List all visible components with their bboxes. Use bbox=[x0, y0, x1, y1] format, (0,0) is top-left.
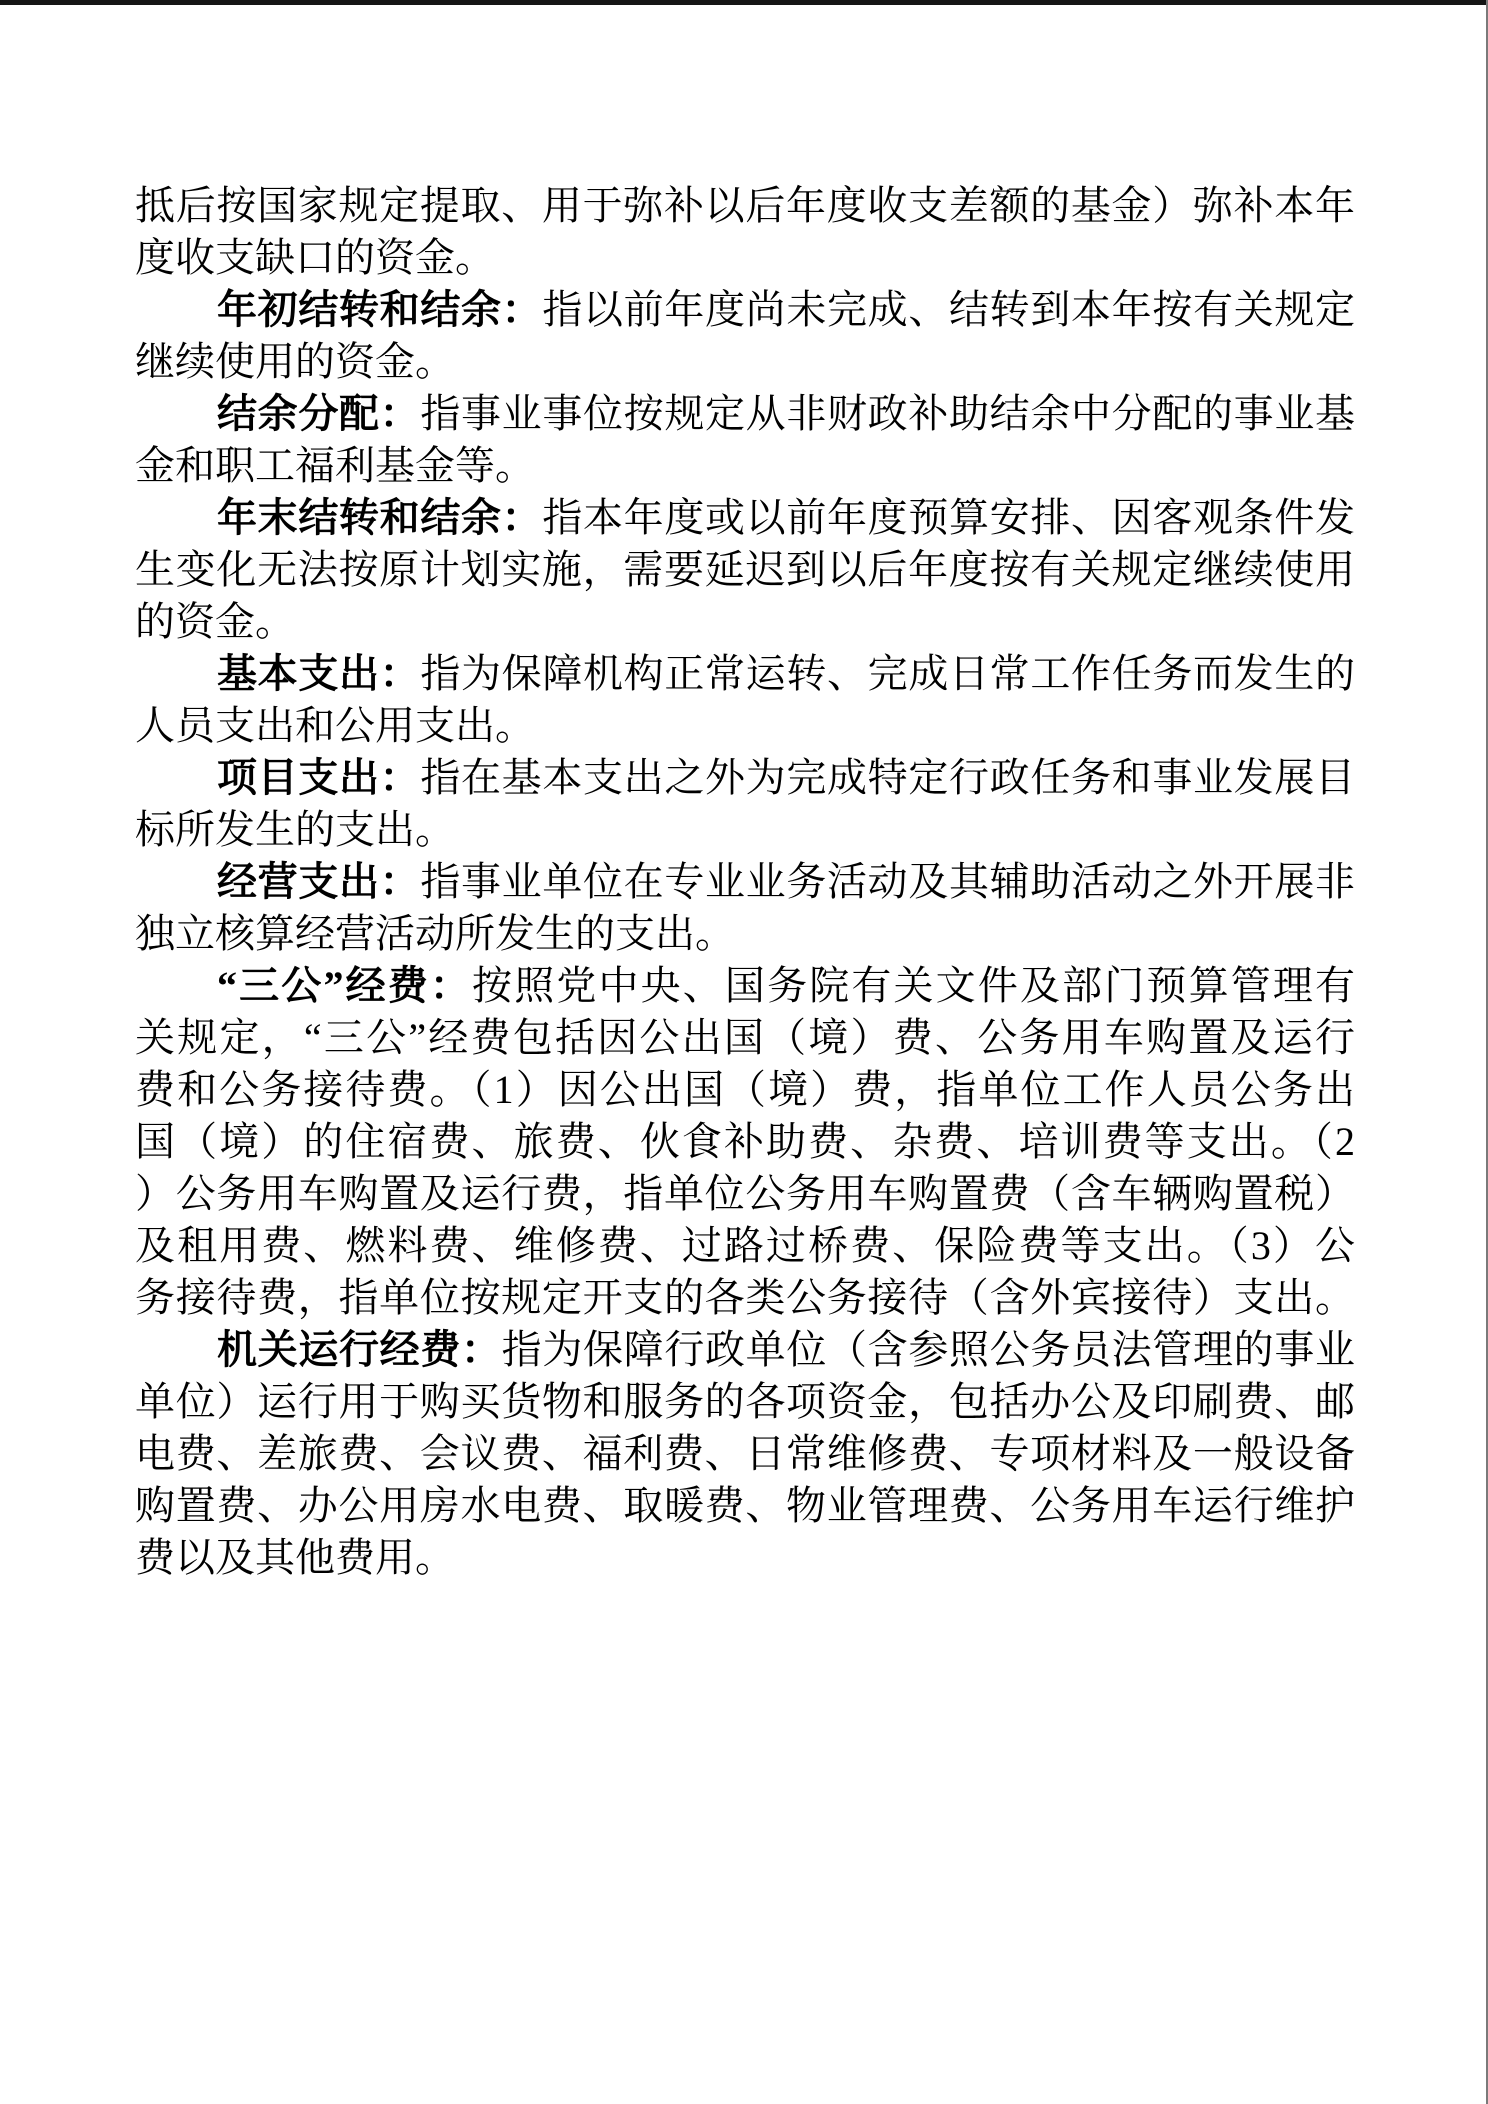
text-line: 金和职工福利基金等。 bbox=[135, 443, 535, 488]
text-line: ）公务用车购置及运行费，指单位公务用车购置费（含车辆购置税） bbox=[135, 1171, 1355, 1216]
definition-term: “三公”经费： bbox=[217, 963, 473, 1008]
definition-body: 指事业单位在专业业务活动及其辅助活动之外开展非 bbox=[420, 859, 1356, 904]
text-line bbox=[135, 752, 1355, 804]
paragraph-project-expenditure bbox=[135, 752, 1355, 856]
text-line bbox=[135, 856, 1355, 908]
definition-body: 指本年度或以前年度预算安排、因客观条件发 bbox=[542, 495, 1356, 540]
paragraph-year-begin-carryover bbox=[135, 284, 1355, 388]
definition-body: 指为保障行政单位（含参照公务员法管理的事业 bbox=[501, 1327, 1356, 1372]
scan-top-edge-artifact bbox=[0, 0, 1488, 5]
definition-term: 经营支出： bbox=[217, 859, 421, 904]
text-line bbox=[135, 492, 1355, 544]
text-line: 国（境）的住宿费、旅费、伙食补助费、杂费、培训费等支出。（2 bbox=[135, 1119, 1355, 1164]
text-line: 人员支出和公用支出。 bbox=[135, 703, 535, 748]
paragraph-carryover bbox=[135, 180, 1355, 284]
paragraph-three-public-funds bbox=[135, 960, 1355, 1324]
paragraph-agency-operating-funds bbox=[135, 1324, 1355, 1584]
definition-term: 项目支出： bbox=[217, 755, 421, 800]
paragraph-basic-expenditure bbox=[135, 648, 1355, 752]
document-text bbox=[135, 180, 1355, 1584]
definition-term: 年初结转和结余： bbox=[217, 287, 543, 332]
text-line: 抵后按国家规定提取、用于弥补以后年度收支差额的基金）弥补本年 bbox=[135, 183, 1355, 228]
definition-body: 按照党中央、国务院有关文件及部门预算管理有 bbox=[472, 963, 1356, 1008]
text-line: 生变化无法按原计划实施，需要延迟到以后年度按有关规定继续使用 bbox=[135, 547, 1355, 592]
paragraph-year-end-carryover bbox=[135, 492, 1355, 648]
text-line: 独立核算经营活动所发生的支出。 bbox=[135, 911, 735, 956]
text-line: 度收支缺口的资金。 bbox=[135, 235, 495, 280]
text-line bbox=[135, 960, 1355, 1012]
definition-body: 指为保障机构正常运转、完成日常工作任务而发生的 bbox=[420, 651, 1356, 696]
text-line: 费和公务接待费。（1）因公出国（境）费，指单位工作人员公务出 bbox=[135, 1067, 1355, 1112]
text-line: 关规定，“三公”经费包括因公出国（境）费、公务用车购置及运行 bbox=[135, 1015, 1355, 1060]
text-line: 标所发生的支出。 bbox=[135, 807, 455, 852]
definition-term: 机关运行经费： bbox=[217, 1327, 502, 1372]
text-line: 电费、差旅费、会议费、福利费、日常维修费、专项材料及一般设备 bbox=[135, 1431, 1355, 1476]
text-line: 继续使用的资金。 bbox=[135, 339, 455, 384]
definition-body: 指在基本支出之外为完成特定行政任务和事业发展目 bbox=[420, 755, 1356, 800]
definition-body: 指事业事位按规定从非财政补助结余中分配的事业基 bbox=[420, 391, 1356, 436]
definition-term: 年末结转和结余： bbox=[217, 495, 543, 540]
text-line: 费以及其他费用。 bbox=[135, 1535, 455, 1580]
text-line: 及租用费、燃料费、维修费、过路过桥费、保险费等支出。（3）公 bbox=[135, 1223, 1355, 1268]
text-line bbox=[135, 388, 1355, 440]
definition-body: 指以前年度尚未完成、结转到本年按有关规定 bbox=[542, 287, 1356, 332]
text-line bbox=[135, 648, 1355, 700]
paragraph-operating-expenditure bbox=[135, 856, 1355, 960]
text-line: 的资金。 bbox=[135, 599, 295, 644]
text-line bbox=[135, 284, 1355, 336]
text-line: 购置费、办公用房水电费、取暖费、物业管理费、公务用车运行维护 bbox=[135, 1483, 1355, 1528]
definition-term: 结余分配： bbox=[217, 391, 421, 436]
text-line: 务接待费，指单位按规定开支的各类公务接待（含外宾接待）支出。 bbox=[135, 1275, 1355, 1320]
definition-term: 基本支出： bbox=[217, 651, 421, 696]
text-line bbox=[135, 1324, 1355, 1376]
paragraph-surplus-distribution bbox=[135, 388, 1355, 492]
text-line: 单位）运行用于购买货物和服务的各项资金，包括办公及印刷费、邮 bbox=[135, 1379, 1355, 1424]
